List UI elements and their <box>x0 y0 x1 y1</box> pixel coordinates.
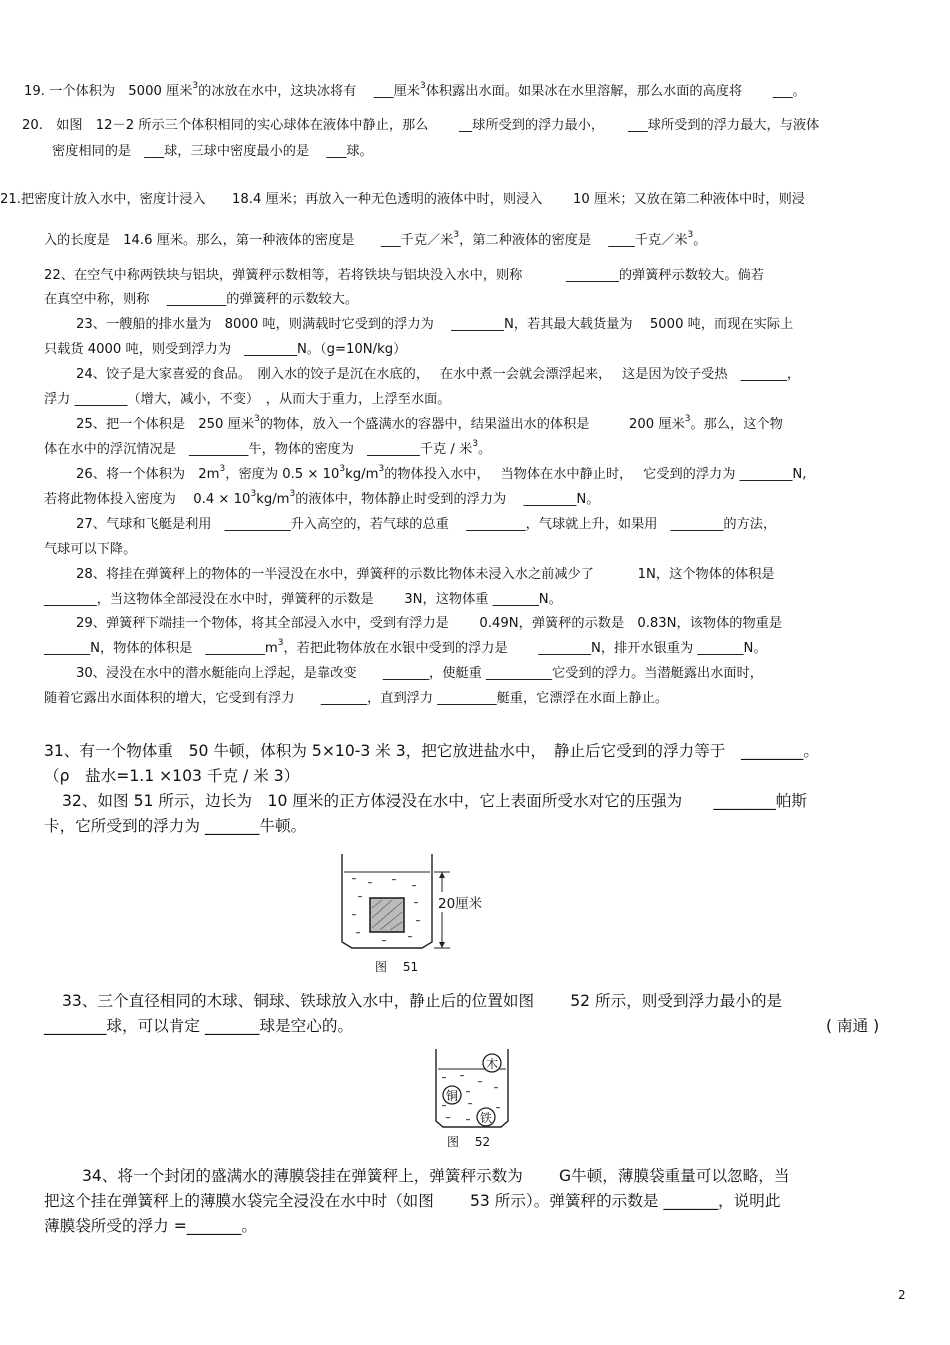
question-33-source: ( 南通 ) <box>826 1017 880 1035</box>
q19-text-a: 19. 一个体积为 5000 厘米 <box>24 84 193 99</box>
question-33-line-1: 33、三个直径相同的木球、铜球、铁球放入水中，静止后的位置如图 52 所示，则受到浮力最小的是 <box>62 992 783 1010</box>
q25-text-b: 的物体，放入一个盛满水的容器中，结果溢出水的体积是 200 厘米 <box>259 417 685 432</box>
q29-text-a: _______N，物体的体积是 _________m <box>44 641 278 656</box>
question-26-line-2 <box>44 491 599 509</box>
q26-text-d: 的物体投入水中， 当物体在水中静止时， 它受到的浮力为 ________N, <box>384 467 807 482</box>
question-32-line-1: 32、如图 51 所示，边长为 10 厘米的正方体浸没在水中，它上表面所受水对它的压强为 ________帕斯 <box>62 792 807 810</box>
question-19 <box>24 83 806 101</box>
q26-text-g: 的液体中，物体静止时受到的浮力为 ________N。 <box>295 492 600 507</box>
question-25-line-2 <box>44 441 491 459</box>
q25-text-a: 25、把一个体积是 250 厘米 <box>76 417 255 432</box>
question-25-line-1 <box>76 416 783 434</box>
fig52-caption: 图 52 <box>447 1135 491 1149</box>
q25-sup-3: 3 <box>472 439 478 449</box>
question-21-line-1: 21.把密度计放入水中，密度计浸入 18.4 厘米；再放入一种无色透明的液体中时，则浸入 10 厘米；又放在第二种液体中时，则浸 <box>0 192 805 207</box>
question-26-line-1 <box>76 466 806 484</box>
q26-text-a: 26、将一个体积为 2m <box>76 467 220 482</box>
q26-text-e: 若将此物体投入密度为 0.4 × 10 <box>44 492 251 507</box>
q25-sup-2: 3 <box>684 414 691 424</box>
figure-51 <box>338 852 488 954</box>
question-31-line-2: （ρ 盐水=1.1 ×103 千克 / 米 3） <box>44 767 300 785</box>
q29-sup-1: 3 <box>277 638 284 648</box>
q26-sup-5: 3 <box>289 489 296 499</box>
iron-ball-label: 铁 <box>480 1111 493 1125</box>
question-34-line-1: 34、将一个封闭的盛满水的薄膜袋挂在弹簧秤上，弹簧秤示数为 G牛顿，薄膜袋重量可以忽略，当 <box>82 1167 790 1185</box>
question-20-line-1: 20. 如图 12－2 所示三个体积相同的实心球体在液体中静止，那么 __球所受到的浮力最小， ___球所受到的浮力最大，与液体 <box>22 118 820 133</box>
q21-text-a: 入的长度是 14.6 厘米。那么，第一种液体的密度是 ___千克／米 <box>44 233 454 248</box>
question-30-line-1: 30、浸没在水中的潜水艇能向上浮起，是靠改变 _______，使艇重 __________它受到的浮力。当潜艇露出水面时， <box>76 666 763 681</box>
q25-text-e: 。 <box>477 442 492 457</box>
question-28-line-1: 28、将挂在弹簧秤上的物体的一半浸没在水中，弹簧秤的示数比物体未浸入水之前减少了 1N，这个物体的体积是 <box>76 567 775 582</box>
q26-text-f: kg/m <box>256 492 290 507</box>
question-31-line-1: 31、有一个物体重 50 牛顿，体积为 5×10-3 米 3，把它放进盐水中， 静止后它受到的浮力等于 ________。 <box>44 742 819 760</box>
q21-sup-2: 3 <box>687 230 694 240</box>
q19-text-b: 的冰放在水中，这块冰将有 ___厘米 <box>198 84 420 99</box>
question-23-line-2: 只载货 4000 吨，则受到浮力为 ________N。（g=10N/kg） <box>44 342 407 357</box>
question-32-line-2: 卡，它所受到的浮力为 _______牛顿。 <box>44 817 307 835</box>
question-22-line-1: 22、在空气中称两铁块与铝块，弹簧秤示数相等，若将铁块与铝块没入水中，则称 ________的弹簧秤示数较大。倘若 <box>44 268 764 283</box>
page-number: 2 <box>898 1288 906 1302</box>
figure-52 <box>432 1047 518 1133</box>
copper-ball-label: 铜 <box>446 1089 459 1103</box>
q26-sup-1: 3 <box>219 464 226 474</box>
q26-sup-3: 3 <box>378 464 385 474</box>
question-20-line-2: 密度相同的是 ___球，三球中密度最小的是 ___球。 <box>52 144 373 159</box>
q19-sup-1: 3 <box>192 81 199 91</box>
q19-sup-2: 3 <box>419 81 426 91</box>
fig51-caption: 图 51 <box>375 960 419 974</box>
wood-ball-label: 木 <box>486 1057 499 1071</box>
q21-sup-1: 3 <box>453 230 460 240</box>
question-29-line-2 <box>44 640 767 658</box>
question-27-line-2: 气球可以下降。 <box>44 542 137 557</box>
question-24-line-1: 24、饺子是大家喜爱的食品。 刚入水的饺子是沉在水底的， 在水中煮一会就会漂浮起来， 这是因为饺子受热 _______， <box>76 367 801 382</box>
q26-text-c: kg/m <box>345 467 379 482</box>
q25-text-c: 。那么，这个物 <box>690 417 783 432</box>
q25-sup-1: 3 <box>254 414 260 424</box>
q21-text-b: ，第二种液体的密度是 ____千克／米 <box>459 233 688 248</box>
q25-text-d: 体在水中的浮沉情况是 _________牛，物体的密度为 ________千克 / 米 <box>44 442 473 457</box>
fig51-dimension: 20厘米 <box>438 896 483 912</box>
question-33-line-2: ________球，可以肯定 _______球是空心的。 <box>44 1017 354 1035</box>
q29-text-b: ，若把此物体放在水银中受到的浮力是 ________N，排开水银重为 _______N。 <box>283 641 767 656</box>
question-24-line-2: 浮力 ________（增大，减小，不变） ，从而大于重力，上浮至水面。 <box>44 392 451 407</box>
question-28-line-2: ________，当这物体全部浸没在水中时，弹簧秤的示数是 3N，这物体重 _______N。 <box>44 592 562 607</box>
q26-text-b: ，密度为 0.5 × 10 <box>225 467 340 482</box>
question-22-line-2: 在真空中称，则称 _________的弹簧秤的示数较大。 <box>44 292 359 307</box>
question-34-line-2: 把这个挂在弹簧秤上的薄膜水袋完全浸没在水中时（如图 53 所示）。弹簧秤的示数是 _______，说明此 <box>44 1192 781 1210</box>
q26-sup-4: 3 <box>250 489 257 499</box>
q26-sup-2: 3 <box>339 464 346 474</box>
q19-text-c: 体积露出水面。如果冰在水里溶解，那么水面的高度将 ___。 <box>425 84 806 99</box>
question-27-line-1: 27、气球和飞艇是利用 __________升入高空的，若气球的总重 _________，气球就上升，如果用 ________的方法， <box>76 517 777 532</box>
question-29-line-1: 29、弹簧秤下端挂一个物体，将其全部浸入水中，受到有浮力是 0.49N，弹簧秤的示数是 0.83N，该物体的物重是 <box>76 616 783 631</box>
question-30-line-2: 随着它露出水面体积的增大，它受到有浮力 _______，直到浮力 _________艇重，它漂浮在水面上静止。 <box>44 691 669 706</box>
question-34-line-3: 薄膜袋所受的浮力 =_______。 <box>44 1217 257 1235</box>
q21-text-c: 。 <box>693 233 707 248</box>
question-21-line-2 <box>44 232 706 250</box>
question-23-line-1: 23、一艘船的排水量为 8000 吨，则满载时它受到的浮力为 ________N，若其最大载货量为 5000 吨，而现在实际上 <box>76 317 794 332</box>
